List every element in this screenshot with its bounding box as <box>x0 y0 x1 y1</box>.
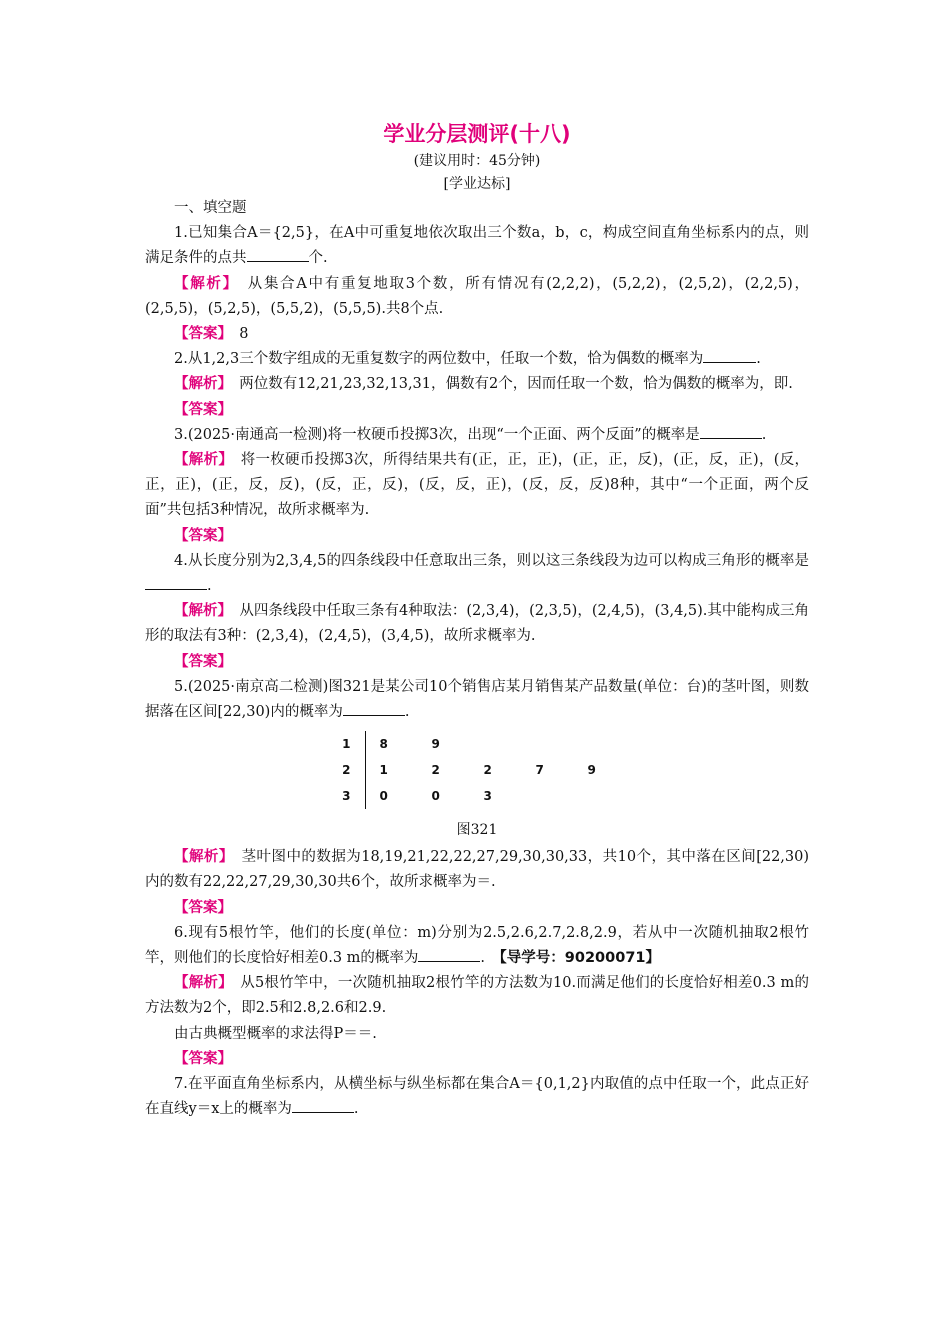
answer-6 <box>145 1047 809 1072</box>
leaf-value <box>574 783 626 809</box>
stem-row <box>329 783 626 809</box>
stem-leaf-table <box>329 731 626 809</box>
leaf-value <box>522 783 574 809</box>
question-7: 7.在平面直角坐标系内，从横坐标与纵坐标都在集合A＝{0,1,2}内取值的点中任取一个，此点正好在直线y＝x上的概率为 . <box>145 1076 809 1118</box>
leaf-value: 9 <box>431 737 440 752</box>
leaf-value <box>522 731 574 757</box>
stem-value: 3 <box>329 783 366 809</box>
jiexi-label: 【解析】 <box>174 603 225 620</box>
stem-value: 2 <box>329 757 366 783</box>
stem-value: 1 <box>329 731 366 757</box>
question-5: 5.(2025·南京高二检测)图321是某公司10个销售店某月销售某产品数量(单位：台)的茎叶图，则数据落在区间[22,30)内的概率为 . <box>145 678 809 721</box>
stem-leaf-plot <box>145 731 809 809</box>
content <box>145 120 809 1123</box>
solution-2: 【解析】 两位数有12,21,23,32,13,31，偶数有2个，因而任取一个数，恰为偶数的概率为，即. <box>174 376 793 393</box>
answer-blank <box>247 247 309 262</box>
question-6: 6.现有5根竹竿，他们的长度(单位：m)分别为2.5,2.6,2.7,2.8,2.9，若从中一次随机抽取2根竹竿，则他们的长度恰好相差0.3 m的概率为 . 【导学号：90200071】 <box>145 924 809 967</box>
solution-3: 【解析】 将一枚硬币投掷3次，所得结果共有(正，正，正)，(正，正，反)，(正，反，正)，(反，正，正)，(正，反，反)，(反，正，反)，(反，反，正)，(反，反，反)8种，其中“一个正面，两个反面”共包括3种情况，故所求概率为. <box>145 452 810 519</box>
daoxuehao-code: 90200071】 <box>564 950 660 967</box>
leaf-value: 2 <box>483 763 492 778</box>
daoxuehao-label: 【导学号： <box>499 950 565 967</box>
solution-6: 【解析】 从5根竹竿中，一次随机抽取2根竹竿的方法数为10.而满足他们的长度恰好相差0.3 m的方法数为2个，即2.5和2.8,2.6和2.9. <box>145 975 809 1017</box>
part-heading: 一、填空题 <box>174 200 247 216</box>
answer-blank <box>292 1098 354 1113</box>
solution-5: 【解析】 茎叶图中的数据为18,19,21,22,22,27,29,30,30,33，共10个，其中落在区间[22,30)内的数有22,22,27,29,30,30共6个，故所求概率为＝. <box>145 849 810 891</box>
leaf-value: 8 <box>379 737 388 752</box>
solution-4: 【解析】 从四条线段中任取三条有4种取法：(2,3,4)，(2,3,5)，(2,4,5)，(3,4,5).其中能构成三角形的取法有3种：(2,3,4)，(2,4,5)，(3,4,5)，故所求概率为. <box>145 603 810 645</box>
answer-blank <box>418 947 480 962</box>
section-tag: [学业达标] <box>443 176 511 192</box>
daan-label: 【答案】 <box>174 653 225 670</box>
leaf-value <box>470 731 522 757</box>
answer-2 <box>145 398 809 423</box>
daan-label: 【答案】 <box>174 401 225 418</box>
question-4: 4.从长度分别为2,3,4,5的四条线段中任意取出三条，则以这三条线段为边可以构成三角形的概率是. <box>145 549 809 599</box>
answer-3 <box>145 524 809 549</box>
question-3: 3.(2025·南通高一检测)将一枚硬币投掷3次，出现“一个正面、两个反面”的概率是 . <box>145 423 809 448</box>
jiexi-label: 【解析】 <box>174 849 227 866</box>
daan-label: 【答案】 <box>174 527 225 544</box>
jiexi-label: 【解析】 <box>174 275 232 292</box>
leaf-value: 3 <box>483 789 492 804</box>
leaf-value: 1 <box>379 763 388 778</box>
leaf-value: 9 <box>587 763 596 778</box>
daan-label: 【答案】 <box>174 899 225 916</box>
leaf-value: 0 <box>379 789 388 804</box>
jiexi-label: 【解析】 <box>174 376 225 393</box>
jiexi-label: 【解析】 <box>174 452 226 469</box>
stem-row <box>329 731 626 757</box>
question-2: 2.从1,2,3三个数字组成的无重复数字的两位数中，任取一个数，恰为偶数的概率为 . <box>145 347 809 372</box>
page-title: 学业分层测评(十八) <box>383 122 571 146</box>
daan-label: 【答案】 <box>174 1050 225 1067</box>
stem-row <box>329 757 626 783</box>
suggested-time: (建议用时：45分钟) <box>413 153 541 169</box>
answer-blank <box>145 575 207 590</box>
solution-1: 【解析】 从集合A中有重复地取3个数，所有情况有(2,2,2)，(5,2,2)，(2,5,2)，(2,2,5)，(2,5,5)，(5,2,5)，(5,5,2)，(5,5,5).共8个点. <box>145 275 810 317</box>
daan-label: 【答案】 <box>174 326 225 343</box>
leaf-value <box>574 731 626 757</box>
jiexi-label: 【解析】 <box>174 975 226 992</box>
answer-5 <box>145 896 809 921</box>
answer-1: 【答案】 8 <box>174 326 249 343</box>
solution-6-extra: 由古典概型概率的求法得P＝＝. <box>174 1025 377 1042</box>
answer-4 <box>145 650 809 675</box>
question-1: 1.已知集合A＝{2,5}，在A中可重复地依次取出三个数a，b，c，构成空间直角坐标系内的点，则满足条件的点共 个. <box>145 225 809 267</box>
answer-blank <box>343 701 405 716</box>
figure-caption: 图321 <box>456 822 498 839</box>
leaf-value: 7 <box>535 763 544 778</box>
leaf-value: 2 <box>431 763 440 778</box>
answer-blank <box>711 348 756 363</box>
answer-blank <box>700 424 762 439</box>
leaf-value: 0 <box>431 789 440 804</box>
